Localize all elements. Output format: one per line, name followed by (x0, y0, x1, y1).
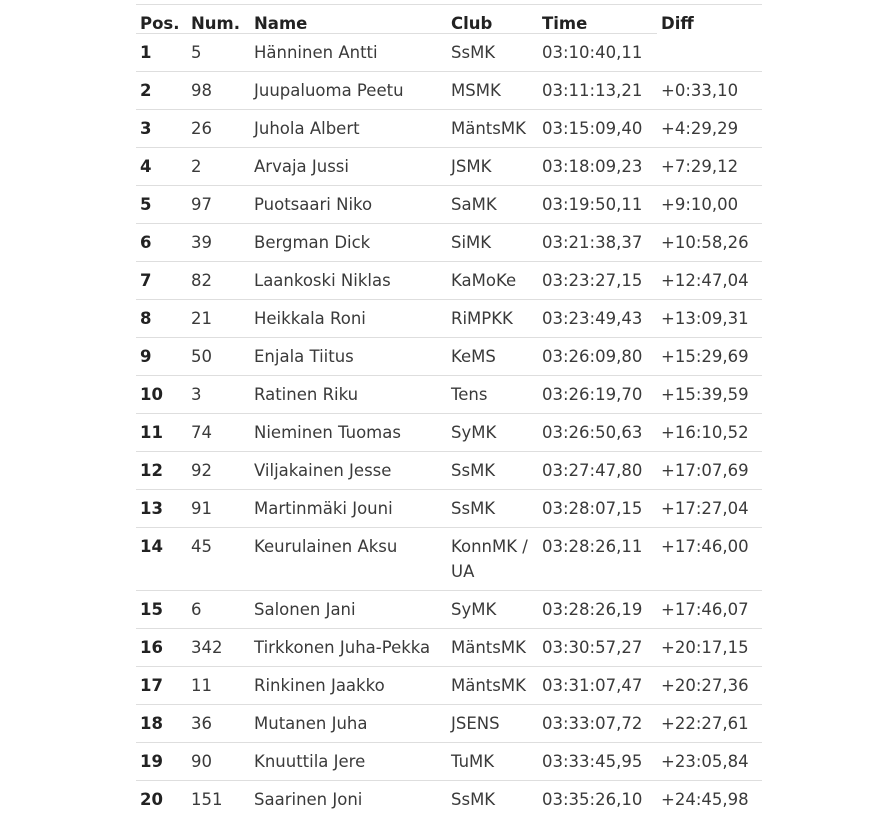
cell-pos: 9 (136, 338, 187, 376)
cell-name: Arvaja Jussi (250, 148, 447, 186)
table-row (136, 452, 762, 490)
cell-diff: +9:10,00 (657, 186, 762, 224)
cell-club: MäntsMK (447, 110, 538, 148)
cell-time: 03:21:38,37 (538, 224, 657, 262)
cell-pos: 15 (136, 591, 187, 629)
cell-name: Salonen Jani (250, 591, 447, 629)
cell-pos: 20 (136, 781, 187, 819)
table-row (136, 376, 762, 414)
cell-club: JSMK (447, 148, 538, 186)
cell-num: 98 (187, 72, 250, 110)
results-table (136, 4, 762, 818)
header-diff: Diff (657, 5, 762, 34)
table-row (136, 629, 762, 667)
table-row (136, 110, 762, 148)
cell-club: SyMK (447, 591, 538, 629)
cell-num: 50 (187, 338, 250, 376)
cell-name: Laankoski Niklas (250, 262, 447, 300)
cell-diff: +12:47,04 (657, 262, 762, 300)
cell-pos: 8 (136, 300, 187, 338)
cell-diff (657, 34, 762, 72)
cell-time: 03:23:27,15 (538, 262, 657, 300)
cell-num: 26 (187, 110, 250, 148)
cell-diff: +15:39,59 (657, 376, 762, 414)
cell-time: 03:35:26,10 (538, 781, 657, 819)
cell-num: 90 (187, 743, 250, 781)
cell-time: 03:33:07,72 (538, 705, 657, 743)
cell-diff: +20:17,15 (657, 629, 762, 667)
cell-time: 03:28:07,15 (538, 490, 657, 528)
header-club: Club (447, 5, 538, 34)
cell-name: Puotsaari Niko (250, 186, 447, 224)
results-table-container (136, 4, 762, 818)
cell-diff: +4:29,29 (657, 110, 762, 148)
cell-diff: +23:05,84 (657, 743, 762, 781)
table-row (136, 72, 762, 110)
table-row (136, 148, 762, 186)
cell-club: SaMK (447, 186, 538, 224)
cell-time: 03:26:09,80 (538, 338, 657, 376)
cell-time: 03:10:40,11 (538, 34, 657, 72)
header-time: Time (538, 5, 657, 34)
cell-diff: +17:27,04 (657, 490, 762, 528)
cell-num: 74 (187, 414, 250, 452)
cell-club: TuMK (447, 743, 538, 781)
cell-pos: 3 (136, 110, 187, 148)
cell-club: MSMK (447, 72, 538, 110)
cell-time: 03:33:45,95 (538, 743, 657, 781)
cell-name: Bergman Dick (250, 224, 447, 262)
cell-club: SsMK (447, 34, 538, 72)
cell-name: Ratinen Riku (250, 376, 447, 414)
cell-time: 03:11:13,21 (538, 72, 657, 110)
cell-time: 03:15:09,40 (538, 110, 657, 148)
results-table-header (136, 5, 762, 34)
cell-num: 82 (187, 262, 250, 300)
cell-name: Juupaluoma Peetu (250, 72, 447, 110)
cell-name: Martinmäki Jouni (250, 490, 447, 528)
cell-diff: +0:33,10 (657, 72, 762, 110)
cell-pos: 17 (136, 667, 187, 705)
cell-diff: +17:46,07 (657, 591, 762, 629)
cell-diff: +17:07,69 (657, 452, 762, 490)
table-row (136, 781, 762, 819)
cell-pos: 4 (136, 148, 187, 186)
cell-num: 2 (187, 148, 250, 186)
cell-club: SiMK (447, 224, 538, 262)
cell-num: 11 (187, 667, 250, 705)
cell-diff: +16:10,52 (657, 414, 762, 452)
table-row (136, 591, 762, 629)
cell-time: 03:19:50,11 (538, 186, 657, 224)
cell-num: 36 (187, 705, 250, 743)
cell-time: 03:23:49,43 (538, 300, 657, 338)
cell-club: SyMK (447, 414, 538, 452)
cell-time: 03:30:57,27 (538, 629, 657, 667)
table-row (136, 490, 762, 528)
cell-num: 92 (187, 452, 250, 490)
cell-time: 03:26:50,63 (538, 414, 657, 452)
cell-num: 21 (187, 300, 250, 338)
header-name: Name (250, 5, 447, 34)
cell-pos: 5 (136, 186, 187, 224)
cell-club: KeMS (447, 338, 538, 376)
table-row (136, 705, 762, 743)
cell-diff: +10:58,26 (657, 224, 762, 262)
cell-club: Tens (447, 376, 538, 414)
cell-num: 342 (187, 629, 250, 667)
cell-time: 03:27:47,80 (538, 452, 657, 490)
table-row (136, 528, 762, 591)
table-row (136, 34, 762, 72)
cell-num: 6 (187, 591, 250, 629)
cell-name: Keurulainen Aksu (250, 528, 447, 591)
cell-name: Knuuttila Jere (250, 743, 447, 781)
cell-pos: 6 (136, 224, 187, 262)
table-row (136, 262, 762, 300)
cell-num: 97 (187, 186, 250, 224)
cell-club: MäntsMK (447, 667, 538, 705)
cell-pos: 7 (136, 262, 187, 300)
cell-pos: 16 (136, 629, 187, 667)
table-row (136, 667, 762, 705)
cell-name: Tirkkonen Juha-Pekka (250, 629, 447, 667)
cell-time: 03:18:09,23 (538, 148, 657, 186)
cell-pos: 11 (136, 414, 187, 452)
cell-name: Mutanen Juha (250, 705, 447, 743)
cell-num: 3 (187, 376, 250, 414)
cell-name: Rinkinen Jaakko (250, 667, 447, 705)
cell-diff: +20:27,36 (657, 667, 762, 705)
table-row (136, 186, 762, 224)
table-row (136, 743, 762, 781)
cell-num: 45 (187, 528, 250, 591)
cell-club: KonnMK / UA (447, 528, 538, 591)
cell-name: Hänninen Antti (250, 34, 447, 72)
cell-diff: +13:09,31 (657, 300, 762, 338)
cell-diff: +17:46,00 (657, 528, 762, 591)
cell-name: Juhola Albert (250, 110, 447, 148)
cell-pos: 2 (136, 72, 187, 110)
cell-club: MäntsMK (447, 629, 538, 667)
cell-pos: 10 (136, 376, 187, 414)
cell-diff: +15:29,69 (657, 338, 762, 376)
cell-pos: 14 (136, 528, 187, 591)
cell-diff: +7:29,12 (657, 148, 762, 186)
cell-diff: +22:27,61 (657, 705, 762, 743)
table-row (136, 224, 762, 262)
table-row (136, 414, 762, 452)
cell-name: Heikkala Roni (250, 300, 447, 338)
cell-num: 91 (187, 490, 250, 528)
cell-club: RiMPKK (447, 300, 538, 338)
cell-time: 03:31:07,47 (538, 667, 657, 705)
results-table-body (136, 34, 762, 819)
header-pos: Pos. (136, 5, 187, 34)
cell-num: 151 (187, 781, 250, 819)
table-row (136, 338, 762, 376)
cell-pos: 19 (136, 743, 187, 781)
header-num: Num. (187, 5, 250, 34)
cell-club: SsMK (447, 452, 538, 490)
cell-club: KaMoKe (447, 262, 538, 300)
cell-name: Viljakainen Jesse (250, 452, 447, 490)
cell-club: SsMK (447, 490, 538, 528)
header-row (136, 5, 762, 34)
cell-num: 39 (187, 224, 250, 262)
cell-pos: 13 (136, 490, 187, 528)
cell-club: SsMK (447, 781, 538, 819)
cell-diff: +24:45,98 (657, 781, 762, 819)
cell-time: 03:28:26,19 (538, 591, 657, 629)
cell-pos: 12 (136, 452, 187, 490)
table-row (136, 300, 762, 338)
cell-name: Saarinen Joni (250, 781, 447, 819)
cell-time: 03:26:19,70 (538, 376, 657, 414)
cell-name: Nieminen Tuomas (250, 414, 447, 452)
cell-num: 5 (187, 34, 250, 72)
cell-time: 03:28:26,11 (538, 528, 657, 591)
cell-name: Enjala Tiitus (250, 338, 447, 376)
cell-club: JSENS (447, 705, 538, 743)
cell-pos: 18 (136, 705, 187, 743)
cell-pos: 1 (136, 34, 187, 72)
